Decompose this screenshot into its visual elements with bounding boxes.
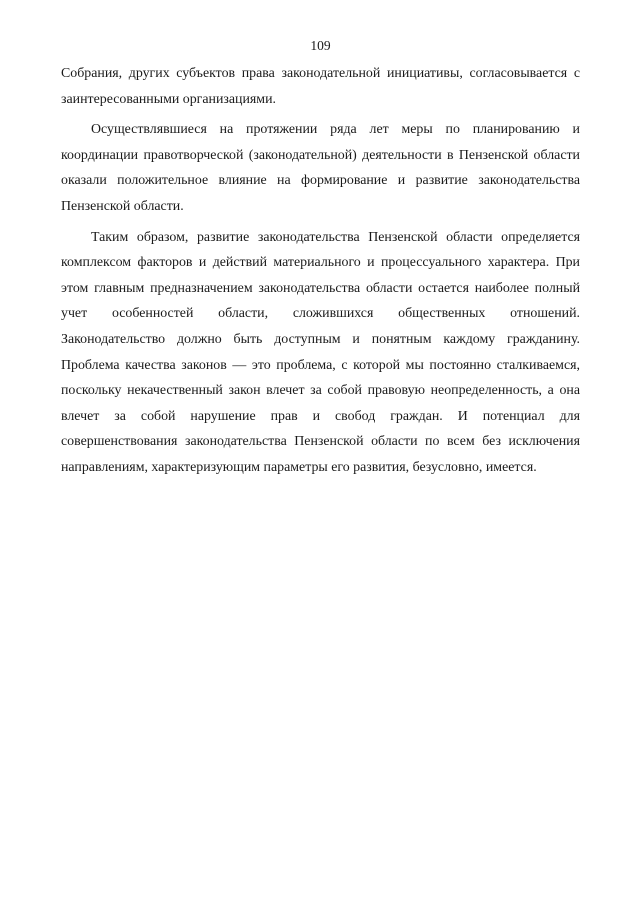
page-number: 109 xyxy=(310,38,331,53)
body-text xyxy=(61,61,580,486)
paragraph-continuation: Собрания, других субъектов права законодательной инициативы, согласовывается с заинтересованными организациями. xyxy=(61,66,580,107)
paragraph-planning-measures: Осуществлявшиеся на протяжении ряда лет меры по планированию и координации правотворческой (законодательной) деятельности в Пензенской области оказали положительное влияние на формирование и развитие законодательства Пензенской области. xyxy=(61,122,580,214)
paragraph-conclusion: Таким образом, развитие законодательства Пензенской области определяется комплексом факторов и действий материального и процессуального характера. При этом главным предназначением законодательства области остается наиболее полный учет особенностей области, сложившихся общественных отношений. Законодательство должно быть доступным и понятным каждому гражданину. Проблема качества законов — это проблема, с которой мы постоянно сталкиваемся, поскольку некачественный закон влечет за собой правовую неопределенность, а она влечет за собой нарушение прав и свобод граждан. И потенциал для совершенствования законодательства Пензенской области по всем без исключения направлениям, характеризующим параметры его развития, безусловно, имеется. xyxy=(61,229,580,475)
